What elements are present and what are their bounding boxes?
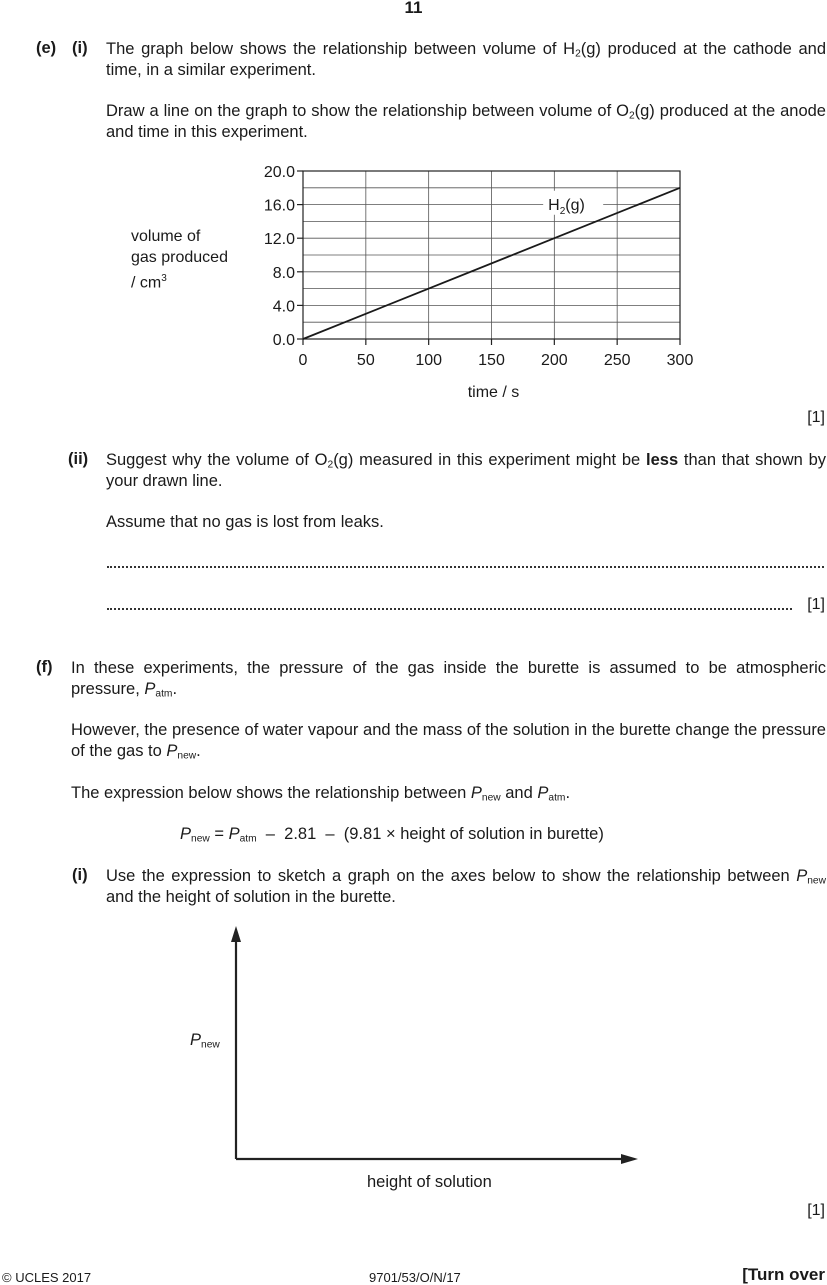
x-tick-label: 50 (356, 352, 375, 369)
x-tick-label: 0 (298, 352, 308, 369)
series-label-h2: $H_2(g)$ (548, 196, 585, 217)
question-f-text-1: In these experiments, the pressure of the gas inside the burette is assumed to be atmospheric pressure, $P_{atm}$. (71, 659, 826, 700)
x-tick-label: 250 (603, 352, 631, 369)
chart-y-axis-label: volume of gas produced / $cm^3$ (131, 228, 228, 292)
question-f-i-text: Use the expression to sketch a graph on the axes below to show the relationship between $P_{new}$ and the height of solution in the burette. (106, 867, 826, 906)
y-tick-label: 20.0 (263, 164, 295, 181)
x-tick-label: 150 (478, 352, 505, 369)
answer-line-1[interactable] (107, 566, 824, 568)
chart-grid (303, 171, 680, 339)
y-tick-label: 16.0 (263, 197, 295, 215)
x-tick-label: 100 (415, 352, 443, 369)
chart-x-ticks (299, 339, 694, 369)
x-tick-label: 200 (540, 352, 568, 369)
footer-copyright: © UCLES 2017 (2, 1270, 92, 1285)
pressure-equation: $P_{new} = P_{atm} - 2.81 - (9.81$ × height of solution in burette) (180, 825, 604, 845)
mark-e-ii: [1] (807, 596, 825, 613)
question-e-i-text-1: The graph below shows the relationship between volume of $H_2(g)$ produced at the cathode and time, in a similar experiment. (106, 40, 827, 79)
sketch-x-axis-label: height of solution (367, 1173, 492, 1191)
question-e-ii-text: Suggest why the volume of $O_2(g)$ measured in this experiment might be less than that shown by your drawn line. (106, 451, 827, 490)
y-tick-label: 12.0 (263, 231, 295, 249)
x-tick-label: 300 (666, 352, 694, 369)
answer-line-2[interactable] (107, 608, 792, 610)
sketch-axes[interactable] (0, 900, 827, 1180)
sketch-x-axis-arrow (621, 1154, 638, 1164)
question-label-f: (f) (36, 658, 53, 676)
chart-x-axis-label: time / s (467, 384, 520, 401)
mark-f-i: [1] (807, 1202, 825, 1219)
subquestion-label-f-i: (i) (72, 866, 88, 884)
question-label-e: (e) (36, 39, 57, 57)
y-tick-label: 8.0 (272, 264, 295, 282)
chart-y-ticks (264, 164, 303, 349)
subquestion-label-e-ii: (ii) (68, 450, 89, 468)
question-f-text-2: However, the presence of water vapour and the mass of the solution in the burette change the pressure of the gas to $P_{new}$. (71, 721, 826, 762)
page-number: 11 (404, 0, 423, 17)
question-f-text-3: The expression below shows the relationship between $P_{new}$ and $P_{atm}$. (71, 784, 571, 804)
footer-paper-code: 9701/53/O/N/17 (369, 1270, 461, 1285)
y-tick-label: 0.0 (272, 332, 295, 349)
h2-volume-chart[interactable] (0, 0, 827, 420)
sketch-y-axis-label: $P_{new}$ (190, 1031, 220, 1051)
y-tick-label: 4.0 (272, 298, 295, 316)
sketch-y-axis-arrow (231, 926, 241, 942)
subquestion-label-e-i: (i) (72, 39, 88, 57)
footer-turn-over: [Turn over (742, 1265, 825, 1284)
question-e-ii-assumption: Assume that no gas is lost from leaks. (106, 513, 384, 531)
question-e-i-text-2: Draw a line on the graph to show the relationship between volume of $O_2(g)$ produced at the anode and time in this experiment. (106, 102, 826, 141)
mark-e-i: [1] (807, 409, 825, 426)
